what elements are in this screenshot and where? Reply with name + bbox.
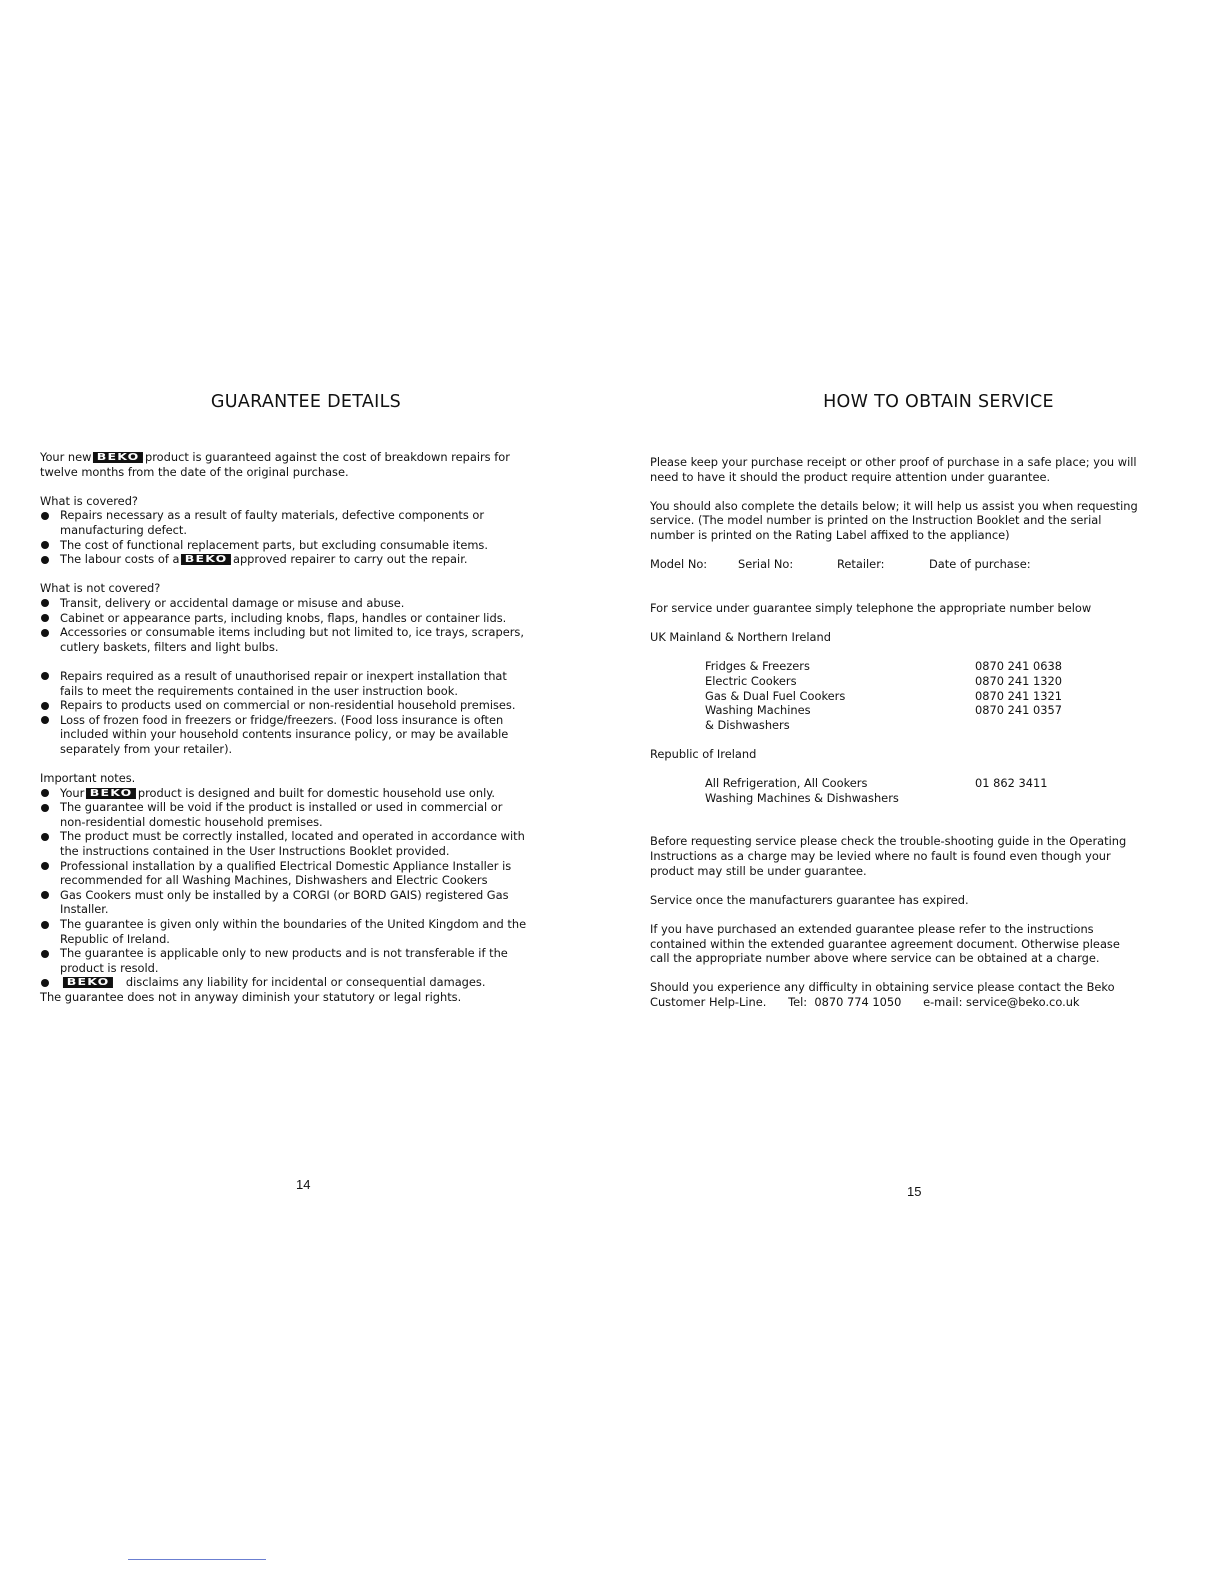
not-covered-list-2 [40,669,530,757]
table-row [705,674,1140,689]
list-item: Gas Cookers must only be installed by a CORGI (or BORD GAIS) registered Gas Installer. [40,888,530,917]
table-row [705,689,1140,704]
phone-label: & Dishwashers [705,717,790,732]
list-item: The cost of functional replacement parts, but excluding consumable items. [40,538,530,553]
phone-label: Electric Cookers [705,673,797,688]
guarantee-body [40,450,530,1005]
page-title-service: HOW TO OBTAIN SERVICE [823,392,1054,412]
paragraph-extended: If you have purchased an extended guarantee please refer to the instructions contained within the extended guarantee agreement document. Otherwise please call the appropriate number above where service can be obtained at a charge. [650,922,1120,966]
list-item: Loss of frozen food in freezers or fridge/freezers. (Food loss insurance is often included within your household contents insurance policy, or may be available separately from your retailer). [40,713,530,757]
list-item [40,975,530,990]
field-retailer: Retailer: [837,557,885,572]
field-model-no: Model No: [650,557,708,572]
roi-heading: Republic of Ireland [650,746,757,761]
intro-pre: Your new [40,450,92,464]
paragraph-troubleshooting: Before requesting service please check the trouble-shooting guide in the Operating Instructions as a charge may be levied where no fault is found even though your product may still be under guarantee. [650,834,1127,878]
phone-number: 0870 241 0638 [975,659,1062,674]
service-body [650,455,1140,1010]
paragraph-receipt: Please keep your purchase receipt or other proof of purchase in a safe place; you will need to have it should the product require attention under guarantee. [650,455,1137,484]
beko-logo: BEKO [86,788,136,799]
list-item: Repairs necessary as a result of faulty materials, defective components or manufacturing defect. [40,508,530,537]
phone-number: 0870 241 0357 [975,703,1062,718]
notes-last-post: disclaims any liability for incidental or consequential damages. [125,975,486,990]
closing-statement: The guarantee does not in anyway diminish your statutory or legal rights. [40,989,462,1004]
list-item: Cabinet or appearance parts, including knobs, flaps, handles or container lids. [40,611,530,626]
phone-label: Gas & Dual Fuel Cookers [705,688,846,703]
list-item: The guarantee is applicable only to new products and is not transferable if the product is resold. [40,946,530,975]
table-row [705,703,1140,718]
phone-number: 0870 241 1320 [975,673,1062,688]
beko-logo: BEKO [181,554,231,565]
notes-heading: Important notes. [40,771,136,786]
list-item [40,552,530,567]
list-item [40,786,530,801]
table-row [705,718,1140,733]
list-item: Accessories or consumable items including but not limited to, ice trays, scrapers, cutlery baskets, filters and light bulbs. [40,625,530,654]
right-page [612,0,1225,1585]
list-item: Repairs required as a result of unauthorised repair or inexpert installation that fails to meet the requirements contained in the user instruction book. [40,669,530,698]
paragraph-expired: Service once the manufacturers guarantee has expired. [650,892,969,907]
uk-heading: UK Mainland & Northern Ireland [650,630,831,645]
list-item: The product must be correctly installed, located and operated in accordance with the instructions contained in the User Instructions Booklet provided. [40,829,530,858]
phone-number: 0870 241 1321 [975,688,1062,703]
list-item: The guarantee will be void if the product is installed or used in commercial or non-residential domestic household premises. [40,800,530,829]
intro-paragraph [40,450,530,479]
phone-label: Washing Machines [705,703,811,718]
table-row [705,791,1140,806]
covered-heading: What is covered? [40,493,138,508]
page-number: 15 [907,1184,922,1199]
not-covered-heading: What is not covered? [40,581,161,596]
phone-label: Fridges & Freezers [705,659,810,674]
field-serial-no: Serial No: [738,557,794,572]
paragraph-details: You should also complete the details below; it will help us assist you when requesting service. (The model number is printed on the Instruction Booklet and the serial number is printed on the Rating Label affixed to the appliance) [650,498,1138,542]
list-item: Professional installation by a qualified Electrical Domestic Appliance Installer is recommended for all Washing Machines, Dishwashers and Electric Cookers [40,859,530,888]
labour-post: approved repairer to carry out the repair. [232,552,468,567]
table-row [705,659,1140,674]
intro-post: product is guaranteed against the cost of breakdown repairs for twelve months from the date of the original purchase. [40,450,510,479]
list-item: Transit, delivery or accidental damage or misuse and abuse. [40,596,530,611]
roi-phone-list [650,776,1140,805]
uk-phone-list [650,659,1140,732]
helpline-line-1: Should you experience any difficulty in obtaining service please contact the Beko [650,980,1115,995]
phone-number: 01 862 3411 [975,776,1048,791]
beko-logo: BEKO [93,452,143,463]
page-title-guarantee: GUARANTEE DETAILS [210,392,402,412]
hyperlink-underline [128,1559,266,1560]
covered-list [40,508,530,566]
paragraph-telephone: For service under guarantee simply telephone the appropriate number below [650,600,1092,615]
page-number: 14 [296,1177,311,1192]
field-date-of-purchase: Date of purchase: [929,557,1031,572]
left-page [0,0,612,1585]
phone-label: Washing Machines & Dishwashers [705,790,899,805]
helpline-line-2: Customer Help-Line. Tel: 0870 774 1050 e-mail: service@beko.co.uk [650,994,1080,1009]
phone-label: All Refrigeration, All Cookers [705,776,868,791]
list-item: Repairs to products used on commercial or non-residential household premises. [40,698,530,713]
notes-first-pre: Your [60,785,85,800]
table-row [705,776,1140,791]
purchase-fields [650,557,1140,572]
list-item: The guarantee is given only within the boundaries of the United Kingdom and the Republic of Ireland. [40,917,530,946]
notes-first-post: product is designed and built for domestic household use only. [137,785,496,800]
labour-pre: The labour costs of a [60,552,180,567]
beko-logo: BEKO [63,977,113,988]
not-covered-list-1 [40,596,530,654]
notes-list [40,786,530,990]
